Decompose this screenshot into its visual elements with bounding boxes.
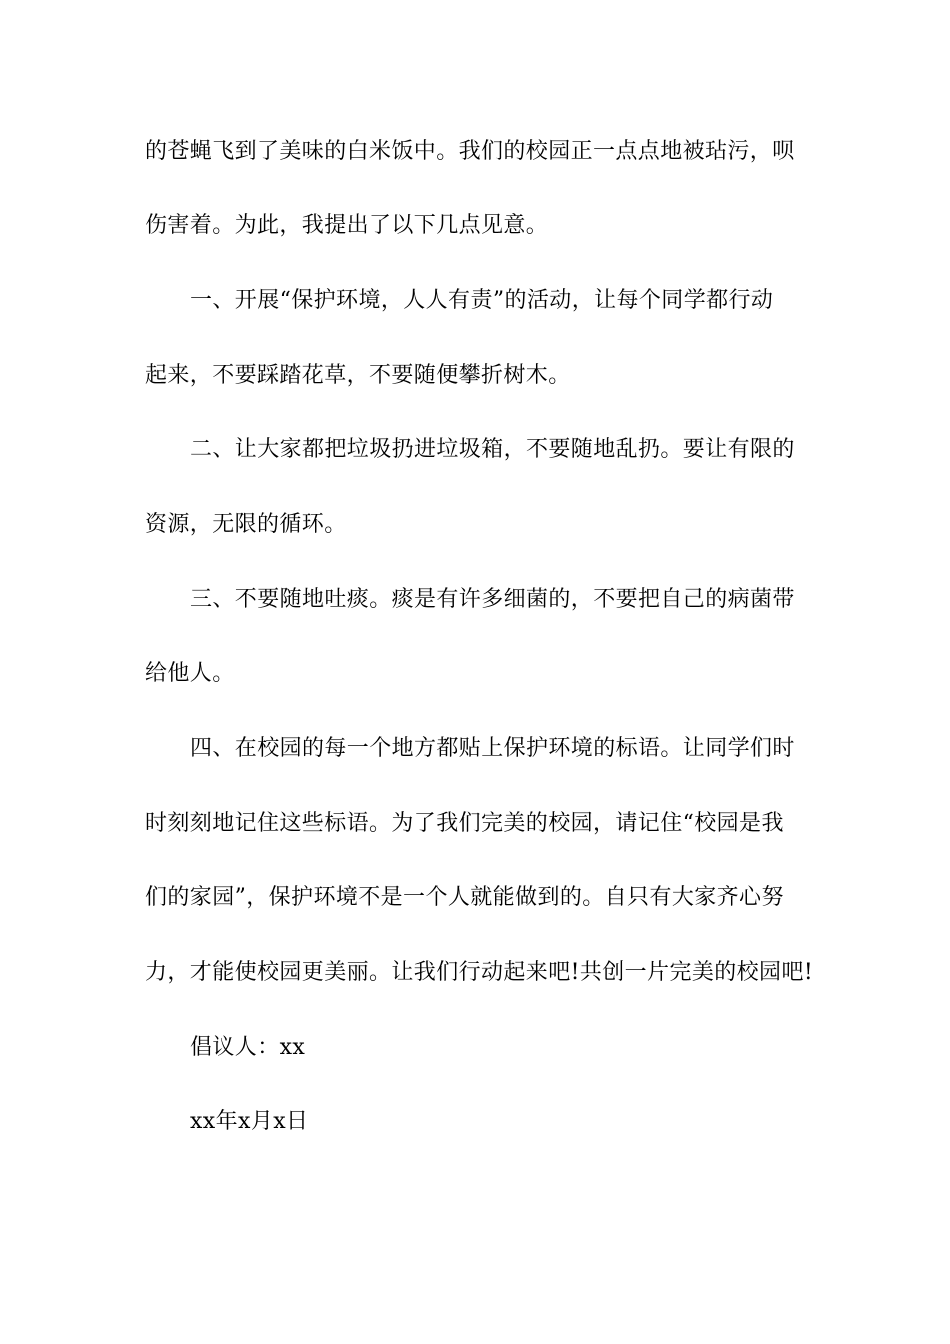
paragraph-line: 资源，无限的循环。 <box>145 512 347 537</box>
paragraph-line: 的苍蝇飞到了美味的白米饭中。我们的校园正一点点地被玷污，呗 <box>145 139 795 164</box>
paragraph-line: 时刻刻地记住这些标语。为了我们完美的校园，请记住“校园是我 <box>145 811 784 836</box>
suggestion-1-line: 一、开展“保护环境，人人有责”的活动，让每个同学都行动 <box>190 288 774 313</box>
paragraph-line: 们的家园”，保护环境不是一个人就能做到的。自只有大家齐心努 <box>145 885 784 910</box>
paragraph-line: 力，才能使校园更美丽。让我们行动起来吧!共创一片完美的校园吧! <box>145 960 814 985</box>
document-date: xx年x月x日 <box>190 1109 309 1134</box>
paragraph-line: 伤害着。为此，我提出了以下几点见意。 <box>145 213 549 238</box>
proposer-signature: 倡议人：xx <box>190 1035 306 1060</box>
suggestion-3-line: 三、不要随地吐痰。痰是有许多细菌的，不要把自己的病菌带 <box>190 587 795 612</box>
paragraph-line: 给他人。 <box>145 661 235 686</box>
suggestion-2-line: 二、让大家都把垃圾扔进垃圾箱，不要随地乱扔。要让有限的 <box>190 437 795 462</box>
paragraph-line: 起来，不要踩踏花草，不要随便攀折树木。 <box>145 363 571 388</box>
suggestion-4-line: 四、在校园的每一个地方都贴上保护环境的标语。让同学们时 <box>190 736 795 761</box>
